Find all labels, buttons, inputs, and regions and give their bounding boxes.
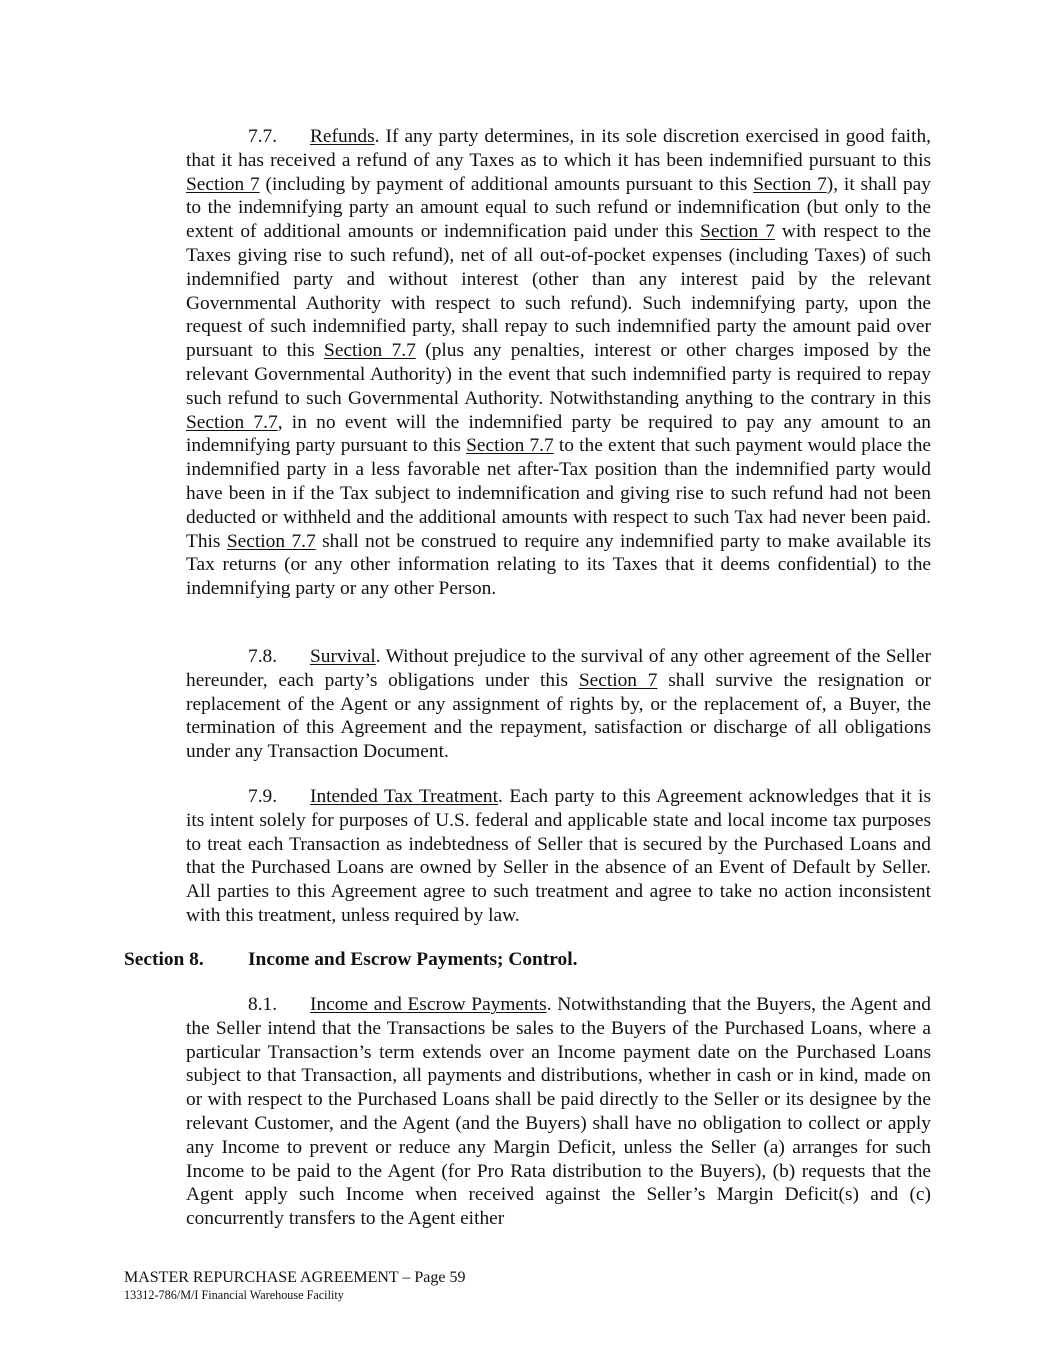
section-reference: Section 7.7 — [324, 340, 416, 362]
paragraph-8-1: 8.1. Income and Escrow Payments. Notwithstanding that the Buyers, the Agent and the Seller intend that the Transactions be sales to the Buyers of the Purchased Loans, where a particular Transaction’s term extends over an Income payment date on the Purchased Loans subject to that Transaction, all payments and distributions, whether in cash or in kind, made on or with respect to the Purchased Loans shall be paid directly to the Seller or its designee by the relevant Customer, and the Agent (and the Buyers) shall have no obligation to collect or apply any Income to prevent or reduce any Margin Deficit, unless the Seller (a) arranges for such Income to be paid to the Agent (for Pro Rata distribution to the Buyers), (b) requests that the Agent apply such Income when received against the Seller’s Margin Deficit(s) and (c) concurrently transfers to the Agent either — [186, 994, 931, 1230]
footer-subtitle: 13312-786/M/I Financial Warehouse Facility — [124, 1288, 344, 1302]
section-number: Section 8. — [124, 949, 204, 970]
section-reference: Section 7.7 — [186, 411, 278, 433]
section-reference: Section 7 — [186, 173, 260, 195]
section-reference: Section 7 — [700, 221, 775, 243]
paragraph-7-9: 7.9. Intended Tax Treatment. Each party to this Agreement acknowledges that it is its intent solely for purposes of U.S. federal and applicable state and local income tax purposes to treat each Transaction as indebtedness of Seller that is secured by the Purchased Loans and that the Purchased Loans are owned by Seller in the absence of an Event of Default by Seller. All parties to this Agreement agree to such treatment and agree to take no action inconsistent with this treatment, unless required by law. — [186, 786, 931, 926]
paragraph-title: Income and Escrow Payments — [310, 994, 547, 1015]
paragraph-number: 7.9. — [248, 786, 278, 807]
paragraph-title: Survival — [310, 646, 376, 667]
section-reference: Section 7.7 — [466, 435, 554, 457]
section-reference: Section 7 — [578, 669, 658, 691]
paragraph-number: 7.8. — [248, 646, 278, 667]
section-reference: Section 7.7 — [226, 530, 316, 552]
section-title: Income and Escrow Payments; Control. — [248, 949, 578, 970]
paragraph-7-8: 7.8. Survival. Without prejudice to the survival of any other agreement of the Seller hereunder, each party’s obligations under this Section 7 shall survive the resignation or replacement of the Agent or any assignment of rights by, or the replacement of, a Buyer, the termination of this Agreement and the repayment, satisfaction or discharge of all obligations under any Transaction Document. — [186, 646, 931, 763]
paragraph-title: Intended Tax Treatment — [310, 786, 498, 807]
paragraph-number: 7.7. — [248, 126, 278, 147]
footer-title: MASTER REPURCHASE AGREEMENT – Page 59 — [124, 1269, 466, 1286]
paragraph-number: 8.1. — [248, 994, 278, 1015]
paragraph-7-7: 7.7. Refunds. If any party determines, in its sole discretion exercised in good faith, that it has received a refund of any Taxes as to which it has been indemnified pursuant to this Section 7 (including by payment of additional amounts pursuant to this Section 7), it shall pay to the indemnifying party an amount equal to such refund or indemnification (but only to the extent of additional amounts or indemnification paid under this Section 7 with respect to the Taxes giving rise to such refund), net of all out-of-pocket expenses (including Taxes) of such indemnified party and without interest (other than any interest paid by the relevant Governmental Authority with respect to such refund). Such indemnifying party, upon the request of such indemnified party, shall repay to such indemnified party the amount paid over pursuant to this Section 7.7 (plus any penalties, interest or other charges imposed by the relevant Governmental Authority) in the event that such indemnified party is required to repay such refund to such Governmental Authority. Notwithstanding anything to the contrary in this Section 7.7, in no event will the indemnified party be required to pay any amount to an indemnifying party pursuant to this Section 7.7 to the extent that such payment would place the indemnified party in a less favorable net after-Tax position than the indemnified party would have been in if the Tax subject to indemnification and giving rise to such refund had not been deducted or withheld and the additional amounts with respect to such Tax had never been paid. This Section 7.7 shall not be construed to require any indemnified party to make available its Tax returns (or any other information relating to its Taxes that it deems confidential) to the indemnifying party or any other Person. — [186, 126, 932, 600]
paragraph-title: Refunds — [310, 126, 375, 147]
section-reference: Section 7 — [753, 173, 827, 195]
section-8-heading — [124, 948, 577, 972]
